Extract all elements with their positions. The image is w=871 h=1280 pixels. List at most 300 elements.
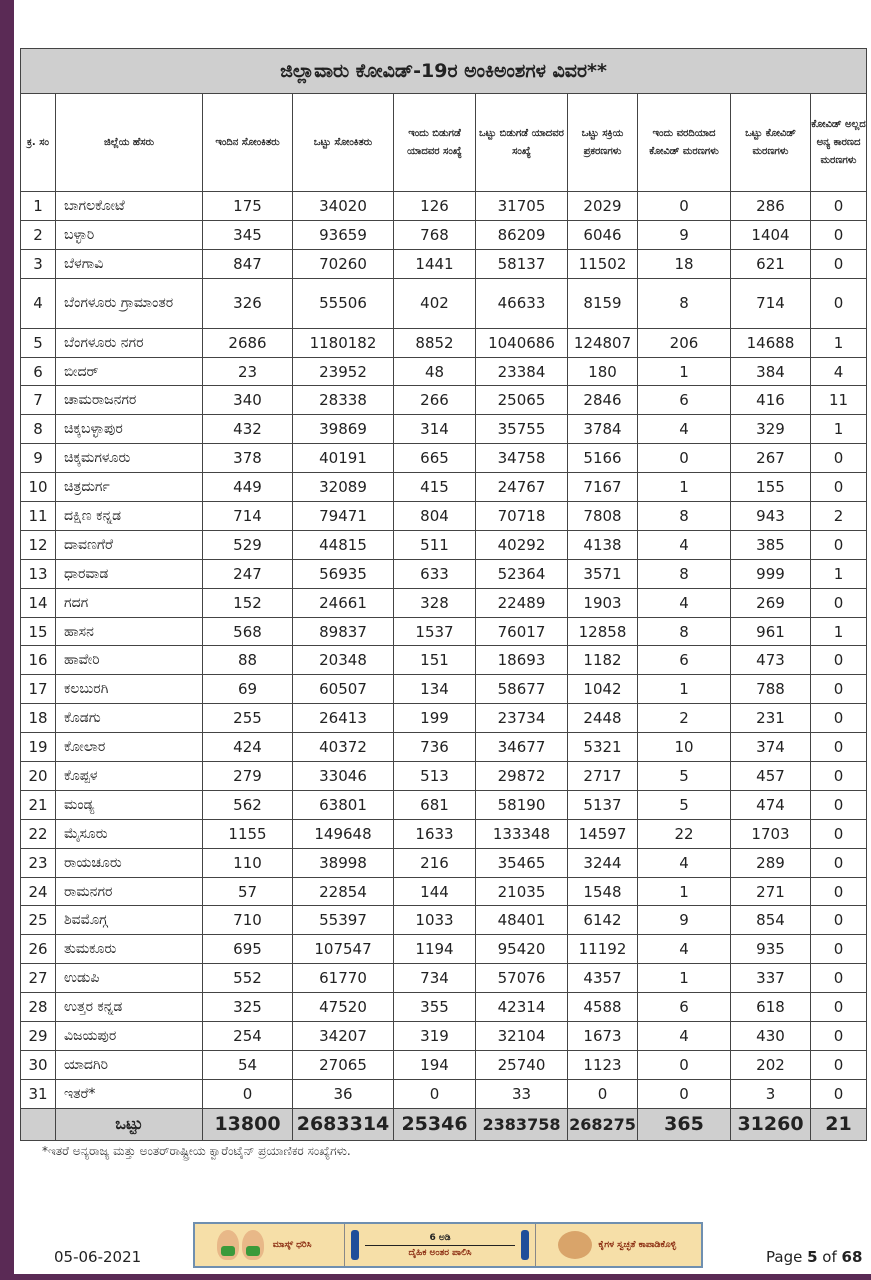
value-cell: 269 [731, 588, 811, 617]
value-cell: 33 [476, 1079, 568, 1108]
value-cell: 5166 [568, 444, 638, 473]
table-row [21, 1079, 867, 1108]
serial-cell: 8 [21, 415, 56, 444]
value-cell: 768 [394, 220, 476, 249]
value-cell: 1 [811, 415, 867, 444]
value-cell: 39869 [293, 415, 394, 444]
district-name-cell: ಮೈಸೂರು [56, 819, 203, 848]
value-cell: 23 [203, 357, 293, 386]
value-cell: 562 [203, 790, 293, 819]
value-cell: 552 [203, 964, 293, 993]
table-row [21, 1050, 867, 1079]
serial-cell: 3 [21, 249, 56, 278]
value-cell: 254 [203, 1022, 293, 1051]
value-cell: 6 [638, 646, 731, 675]
value-cell: 133348 [476, 819, 568, 848]
distance-label: ದೈಹಿಕ ಅಂತರ ಪಾಲಿಸಿ [408, 1247, 472, 1258]
value-cell: 54 [203, 1050, 293, 1079]
value-cell: 0 [811, 675, 867, 704]
table-row [21, 192, 867, 221]
value-cell: 23384 [476, 357, 568, 386]
value-cell: 314 [394, 415, 476, 444]
page-of: of [817, 1248, 842, 1266]
table-row [21, 502, 867, 531]
value-cell: 0 [638, 1079, 731, 1108]
value-cell: 95420 [476, 935, 568, 964]
value-cell: 1 [638, 675, 731, 704]
value-cell: 473 [731, 646, 811, 675]
value-cell: 38998 [293, 848, 394, 877]
district-name-cell: ಚಿಕ್ಕಬಳ್ಳಾಪುರ [56, 415, 203, 444]
total-cell: 13800 [203, 1108, 293, 1140]
value-cell: 665 [394, 444, 476, 473]
value-cell: 0 [811, 819, 867, 848]
value-cell: 2029 [568, 192, 638, 221]
page-current: 5 [807, 1248, 818, 1266]
value-cell: 378 [203, 444, 293, 473]
value-cell: 0 [811, 790, 867, 819]
value-cell: 402 [394, 278, 476, 328]
value-cell: 20348 [293, 646, 394, 675]
value-cell: 7808 [568, 502, 638, 531]
value-cell: 432 [203, 415, 293, 444]
district-name-cell: ಚಿಕ್ಕಮಗಳೂರು [56, 444, 203, 473]
serial-cell: 28 [21, 993, 56, 1022]
value-cell: 3 [731, 1079, 811, 1108]
value-cell: 286 [731, 192, 811, 221]
table-row [21, 249, 867, 278]
masked-face-icon [217, 1230, 239, 1260]
value-cell: 18693 [476, 646, 568, 675]
value-cell: 854 [731, 906, 811, 935]
footnote: *ಇತರೆ ಅನ್ಯರಾಜ್ಯ ಮತ್ತು ಅಂತರ್‌ರಾಷ್ಟ್ರೀಯ ಕ್ವಾರೆಂಟೈನ್ ಪ್ರಯಾಣಿಕರ ಸಂಖ್ಯೆಗಳು. [42, 1144, 351, 1158]
value-cell: 267 [731, 444, 811, 473]
value-cell: 24767 [476, 473, 568, 502]
value-cell: 3784 [568, 415, 638, 444]
value-cell: 206 [638, 328, 731, 357]
value-cell: 61770 [293, 964, 394, 993]
value-cell: 1633 [394, 819, 476, 848]
value-cell: 1 [811, 617, 867, 646]
value-cell: 180 [568, 357, 638, 386]
value-cell: 0 [811, 249, 867, 278]
value-cell: 70718 [476, 502, 568, 531]
value-cell: 1182 [568, 646, 638, 675]
value-cell: 266 [394, 386, 476, 415]
total-cell: 268275 [568, 1108, 638, 1140]
serial-cell: 23 [21, 848, 56, 877]
value-cell: 1042 [568, 675, 638, 704]
value-cell: 1 [638, 473, 731, 502]
total-cell: 21 [811, 1108, 867, 1140]
serial-cell: 7 [21, 386, 56, 415]
value-cell: 621 [731, 249, 811, 278]
value-cell: 9 [638, 220, 731, 249]
value-cell: 449 [203, 473, 293, 502]
value-cell: 155 [731, 473, 811, 502]
serial-cell: 22 [21, 819, 56, 848]
value-cell: 40191 [293, 444, 394, 473]
value-cell: 5 [638, 790, 731, 819]
value-cell: 32104 [476, 1022, 568, 1051]
table-row [21, 762, 867, 791]
serial-cell: 21 [21, 790, 56, 819]
value-cell: 0 [811, 733, 867, 762]
value-cell: 55397 [293, 906, 394, 935]
value-cell: 58190 [476, 790, 568, 819]
table-row [21, 328, 867, 357]
value-cell: 4138 [568, 530, 638, 559]
district-name-cell: ರಾಯಚೂರು [56, 848, 203, 877]
safety-banner [193, 1222, 703, 1268]
value-cell: 21035 [476, 877, 568, 906]
serial-cell: 26 [21, 935, 56, 964]
table-row [21, 473, 867, 502]
value-cell: 44815 [293, 530, 394, 559]
total-cell: 365 [638, 1108, 731, 1140]
value-cell: 175 [203, 192, 293, 221]
total-cell: 31260 [731, 1108, 811, 1140]
value-cell: 35755 [476, 415, 568, 444]
value-cell: 144 [394, 877, 476, 906]
value-cell: 319 [394, 1022, 476, 1051]
value-cell: 11 [811, 386, 867, 415]
value-cell: 124807 [568, 328, 638, 357]
value-cell: 0 [811, 192, 867, 221]
district-name-cell: ಕೊಡಗು [56, 704, 203, 733]
value-cell: 7167 [568, 473, 638, 502]
value-cell: 194 [394, 1050, 476, 1079]
value-cell: 3571 [568, 559, 638, 588]
value-cell: 76017 [476, 617, 568, 646]
total-cell: 2383758 [476, 1108, 568, 1140]
table-row [21, 278, 867, 328]
value-cell: 4 [638, 848, 731, 877]
value-cell: 0 [811, 906, 867, 935]
value-cell: 710 [203, 906, 293, 935]
mask-text: ಮಾಸ್ಕ್ ಧರಿಸಿ [272, 1240, 312, 1250]
value-cell: 5321 [568, 733, 638, 762]
value-cell: 337 [731, 964, 811, 993]
value-cell: 1040686 [476, 328, 568, 357]
district-name-cell: ಬಳ್ಳಾರಿ [56, 220, 203, 249]
value-cell: 34207 [293, 1022, 394, 1051]
district-name-cell: ಉಡುಪಿ [56, 964, 203, 993]
value-cell: 1 [811, 559, 867, 588]
value-cell: 110 [203, 848, 293, 877]
value-cell: 5 [638, 762, 731, 791]
value-cell: 328 [394, 588, 476, 617]
value-cell: 0 [203, 1079, 293, 1108]
serial-cell: 30 [21, 1050, 56, 1079]
total-cell: 25346 [394, 1108, 476, 1140]
district-name-cell: ಯಾದಗಿರಿ [56, 1050, 203, 1079]
value-cell: 271 [731, 877, 811, 906]
value-cell: 2846 [568, 386, 638, 415]
serial-cell: 4 [21, 278, 56, 328]
column-header: ಕೋವಿಡ್ ಅಲ್ಲದ ಅನ್ಯ ಕಾರಣದ ಮರಣಗಳು [811, 94, 867, 192]
value-cell: 1548 [568, 877, 638, 906]
value-cell: 5137 [568, 790, 638, 819]
total-row [21, 1108, 867, 1140]
serial-cell: 15 [21, 617, 56, 646]
total-label: ಒಟ್ಟು [56, 1108, 203, 1140]
district-name-cell: ಉತ್ತರ ಕನ್ನಡ [56, 993, 203, 1022]
value-cell: 1155 [203, 819, 293, 848]
value-cell: 961 [731, 617, 811, 646]
table-row [21, 559, 867, 588]
value-cell: 529 [203, 530, 293, 559]
serial-cell: 10 [21, 473, 56, 502]
person-icon [521, 1230, 529, 1260]
serial-cell: 17 [21, 675, 56, 704]
table-row [21, 588, 867, 617]
serial-cell: 31 [21, 1079, 56, 1108]
serial-cell: 13 [21, 559, 56, 588]
value-cell: 48 [394, 357, 476, 386]
table-row [21, 220, 867, 249]
value-cell: 28338 [293, 386, 394, 415]
table-row [21, 877, 867, 906]
value-cell: 58677 [476, 675, 568, 704]
value-cell: 1 [638, 877, 731, 906]
district-name-cell: ಗದಗ [56, 588, 203, 617]
value-cell: 107547 [293, 935, 394, 964]
district-name-cell: ಚಿತ್ರದುರ್ಗ [56, 473, 203, 502]
district-covid-table [20, 48, 867, 1141]
distance-arrow-icon [365, 1245, 514, 1246]
value-cell: 6 [638, 993, 731, 1022]
district-name-cell: ವಿಜಯಪುರ [56, 1022, 203, 1051]
value-cell: 14688 [731, 328, 811, 357]
table-row [21, 530, 867, 559]
value-cell: 6046 [568, 220, 638, 249]
value-cell: 8 [638, 617, 731, 646]
value-cell: 734 [394, 964, 476, 993]
value-cell: 8159 [568, 278, 638, 328]
value-cell: 1 [638, 964, 731, 993]
column-header: ಕ್ರ. ಸಂ [21, 94, 56, 192]
table-row [21, 906, 867, 935]
value-cell: 618 [731, 993, 811, 1022]
value-cell: 11192 [568, 935, 638, 964]
value-cell: 36 [293, 1079, 394, 1108]
value-cell: 325 [203, 993, 293, 1022]
district-name-cell: ಕೋಲಾರ [56, 733, 203, 762]
serial-cell: 29 [21, 1022, 56, 1051]
value-cell: 52364 [476, 559, 568, 588]
value-cell: 1404 [731, 220, 811, 249]
value-cell: 152 [203, 588, 293, 617]
value-cell: 384 [731, 357, 811, 386]
district-name-cell: ಮಂಡ್ಯ [56, 790, 203, 819]
value-cell: 513 [394, 762, 476, 791]
value-cell: 430 [731, 1022, 811, 1051]
district-name-cell: ಶಿವಮೊಗ್ಗ [56, 906, 203, 935]
value-cell: 4 [811, 357, 867, 386]
distance-text: 6 ಅಡಿ [429, 1232, 451, 1243]
value-cell: 11502 [568, 249, 638, 278]
district-name-cell: ಬೆಂಗಳೂರು ಗ್ರಾಮಾಂತರ [56, 278, 203, 328]
value-cell: 58137 [476, 249, 568, 278]
district-name-cell: ಇತರೆ* [56, 1079, 203, 1108]
value-cell: 633 [394, 559, 476, 588]
value-cell: 415 [394, 473, 476, 502]
value-cell: 0 [811, 530, 867, 559]
table-row [21, 415, 867, 444]
value-cell: 12858 [568, 617, 638, 646]
value-cell: 6142 [568, 906, 638, 935]
value-cell: 26413 [293, 704, 394, 733]
value-cell: 804 [394, 502, 476, 531]
value-cell: 4 [638, 1022, 731, 1051]
page-border [0, 0, 14, 1280]
value-cell: 0 [811, 848, 867, 877]
value-cell: 31705 [476, 192, 568, 221]
district-name-cell: ರಾಮನಗರ [56, 877, 203, 906]
value-cell: 999 [731, 559, 811, 588]
serial-cell: 11 [21, 502, 56, 531]
table-row [21, 733, 867, 762]
serial-cell: 27 [21, 964, 56, 993]
page-border-bottom [0, 1274, 871, 1280]
column-header: ಇಂದು ವರದಿಯಾದ ಕೋವಿಡ್ ಮರಣಗಳು [638, 94, 731, 192]
value-cell: 63801 [293, 790, 394, 819]
table-row [21, 704, 867, 733]
value-cell: 134 [394, 675, 476, 704]
value-cell: 8 [638, 559, 731, 588]
person-icon [351, 1230, 359, 1260]
serial-cell: 1 [21, 192, 56, 221]
value-cell: 2717 [568, 762, 638, 791]
table-row [21, 848, 867, 877]
value-cell: 40372 [293, 733, 394, 762]
value-cell: 2 [638, 704, 731, 733]
value-cell: 23952 [293, 357, 394, 386]
value-cell: 8852 [394, 328, 476, 357]
district-name-cell: ಕೊಪ್ಪಳ [56, 762, 203, 791]
covid-table-container [20, 48, 866, 1141]
value-cell: 511 [394, 530, 476, 559]
serial-cell: 19 [21, 733, 56, 762]
value-cell: 79471 [293, 502, 394, 531]
masked-face-icon [242, 1230, 264, 1260]
column-header: ಇಂದು ಬಿಡುಗಡೆ ಯಾದವರ ಸಂಖ್ಯೆ [394, 94, 476, 192]
value-cell: 0 [811, 1079, 867, 1108]
value-cell: 199 [394, 704, 476, 733]
value-cell: 4357 [568, 964, 638, 993]
district-name-cell: ದಕ್ಷಿಣ ಕನ್ನಡ [56, 502, 203, 531]
serial-cell: 2 [21, 220, 56, 249]
district-name-cell: ಬೀದರ್ [56, 357, 203, 386]
value-cell: 8 [638, 502, 731, 531]
value-cell: 568 [203, 617, 293, 646]
value-cell: 255 [203, 704, 293, 733]
value-cell: 0 [811, 1050, 867, 1079]
value-cell: 42314 [476, 993, 568, 1022]
value-cell: 4 [638, 588, 731, 617]
table-row [21, 646, 867, 675]
district-name-cell: ಚಾಮರಾಜನಗರ [56, 386, 203, 415]
table-row [21, 993, 867, 1022]
table-row [21, 444, 867, 473]
value-cell: 93659 [293, 220, 394, 249]
column-header: ಇಂದಿನ ಸೋಂಕಿತರು [203, 94, 293, 192]
value-cell: 0 [811, 964, 867, 993]
value-cell: 1194 [394, 935, 476, 964]
value-cell: 1 [811, 328, 867, 357]
value-cell: 1703 [731, 819, 811, 848]
serial-cell: 14 [21, 588, 56, 617]
value-cell: 70260 [293, 249, 394, 278]
value-cell: 34677 [476, 733, 568, 762]
value-cell: 1033 [394, 906, 476, 935]
value-cell: 25065 [476, 386, 568, 415]
value-cell: 0 [811, 220, 867, 249]
value-cell: 714 [731, 278, 811, 328]
value-cell: 0 [811, 1022, 867, 1051]
value-cell: 695 [203, 935, 293, 964]
value-cell: 345 [203, 220, 293, 249]
value-cell: 3244 [568, 848, 638, 877]
district-name-cell: ಬೆಳಗಾವಿ [56, 249, 203, 278]
value-cell: 149648 [293, 819, 394, 848]
value-cell: 0 [811, 444, 867, 473]
serial-cell: 20 [21, 762, 56, 791]
column-header: ಒಟ್ಟು ಸಕ್ರಿಯ ಪ್ರಕರಣಗಳು [568, 94, 638, 192]
value-cell: 10 [638, 733, 731, 762]
value-cell: 374 [731, 733, 811, 762]
value-cell: 4 [638, 935, 731, 964]
serial-cell: 5 [21, 328, 56, 357]
value-cell: 34020 [293, 192, 394, 221]
page-total: 68 [841, 1248, 863, 1266]
district-name-cell: ಬಾಗಲಕೋಟೆ [56, 192, 203, 221]
value-cell: 289 [731, 848, 811, 877]
value-cell: 0 [811, 278, 867, 328]
value-cell: 326 [203, 278, 293, 328]
value-cell: 216 [394, 848, 476, 877]
value-cell: 935 [731, 935, 811, 964]
value-cell: 202 [731, 1050, 811, 1079]
value-cell: 714 [203, 502, 293, 531]
value-cell: 89837 [293, 617, 394, 646]
column-header: ಒಟ್ಟು ಬಿಡುಗಡೆ ಯಾದವರ ಸಂಖ್ಯೆ [476, 94, 568, 192]
value-cell: 6 [638, 386, 731, 415]
value-cell: 22854 [293, 877, 394, 906]
page-number [766, 1248, 862, 1266]
district-name-cell: ಬೆಂಗಳೂರು ನಗರ [56, 328, 203, 357]
value-cell: 0 [638, 1050, 731, 1079]
value-cell: 0 [811, 704, 867, 733]
value-cell: 943 [731, 502, 811, 531]
value-cell: 424 [203, 733, 293, 762]
value-cell: 35465 [476, 848, 568, 877]
value-cell: 2 [811, 502, 867, 531]
value-cell: 24661 [293, 588, 394, 617]
value-cell: 1673 [568, 1022, 638, 1051]
value-cell: 48401 [476, 906, 568, 935]
total-cell [21, 1108, 56, 1140]
value-cell: 247 [203, 559, 293, 588]
value-cell: 0 [811, 935, 867, 964]
serial-cell: 18 [21, 704, 56, 733]
value-cell: 1537 [394, 617, 476, 646]
table-row [21, 790, 867, 819]
value-cell: 29872 [476, 762, 568, 791]
value-cell: 22489 [476, 588, 568, 617]
district-name-cell: ತುಮಕೂರು [56, 935, 203, 964]
